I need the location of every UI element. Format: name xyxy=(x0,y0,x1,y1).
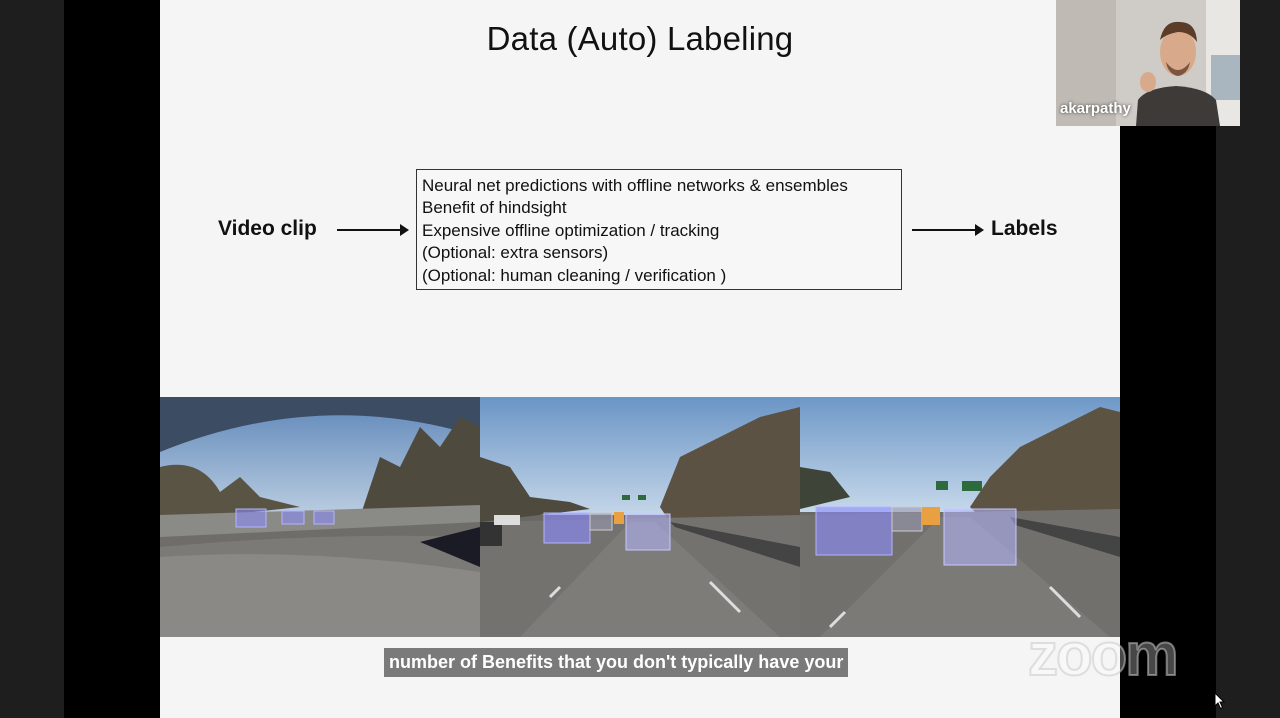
process-line: Expensive offline optimization / tracking xyxy=(422,220,720,240)
mouse-cursor-icon xyxy=(1214,692,1226,715)
process-line: (Optional: human cleaning / verification ) xyxy=(422,265,727,285)
road-scene-image xyxy=(160,397,480,637)
closed-caption: number of Benefits that you don't typically have your xyxy=(384,648,848,677)
letterbox-left xyxy=(64,0,160,718)
camera-view-fisheye xyxy=(160,397,480,637)
slide-title: Data (Auto) Labeling xyxy=(486,20,794,57)
camera-view-main xyxy=(480,397,800,637)
video-clip-label: Video clip xyxy=(218,217,317,240)
participant-video-tile[interactable] xyxy=(1056,0,1240,126)
process-line: (Optional: extra sensors) xyxy=(422,243,609,263)
shared-screen-slide xyxy=(160,0,1120,718)
zoom-logo: zoom xyxy=(1028,621,1177,688)
process-line: Benefit of hindsight xyxy=(422,198,567,218)
process-box xyxy=(416,169,902,290)
arrow-right-icon xyxy=(912,229,982,231)
process-line: Neural net predictions with offline networks & ensembles xyxy=(422,176,848,195)
participant-name: akarpathy xyxy=(1060,100,1131,117)
road-scene-image xyxy=(800,397,1120,637)
arrow-right-icon xyxy=(337,229,407,231)
camera-view-narrow xyxy=(800,397,1120,637)
camera-footage-strip xyxy=(160,397,1120,637)
labels-label: Labels xyxy=(991,217,1058,240)
road-scene-image xyxy=(480,397,800,637)
